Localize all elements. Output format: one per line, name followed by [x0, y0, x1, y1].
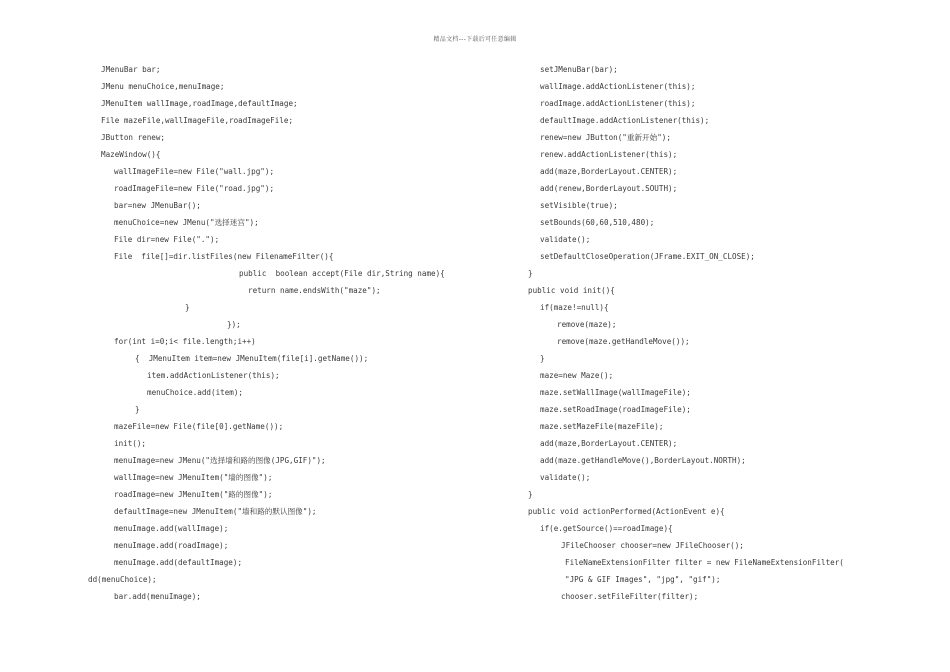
code-line: renew=new JButton("重新开始"); [540, 133, 671, 142]
code-line: } [135, 405, 140, 414]
code-line: JButton renew; [101, 133, 166, 142]
code-line: bar.add(menuImage); [114, 592, 201, 601]
code-line: init(); [114, 439, 147, 448]
code-line: maze.setMazeFile(mazeFile); [540, 422, 664, 431]
code-line: public boolean accept(File dir,String name){ [239, 269, 445, 278]
code-line: add(renew,BorderLayout.SOUTH); [540, 184, 678, 193]
code-line: menuChoice.add(item); [147, 388, 244, 397]
code-line: menuImage.add(roadImage); [114, 541, 229, 550]
code-line: chooser.setFileFilter(filter); [561, 592, 699, 601]
code-line: JFileChooser chooser=new JFileChooser(); [561, 541, 744, 550]
code-line: public void init(){ [528, 286, 615, 295]
code-line: setVisible(true); [540, 201, 618, 210]
code-line: for(int i=0;i< file.length;i++) [114, 337, 256, 346]
code-line: maze.setWallImage(wallImageFile); [540, 388, 691, 397]
code-line: JMenuItem wallImage,roadImage,defaultImage; [101, 99, 298, 108]
code-line: maze=new Maze(); [540, 371, 614, 380]
code-line: if(maze!=null){ [540, 303, 609, 312]
code-line: File dir=new File("."); [114, 235, 220, 244]
code-line: setBounds(60,60,510,480); [540, 218, 655, 227]
code-line: roadImage.addActionListener(this); [540, 99, 696, 108]
code-line: return name.endsWith("maze"); [248, 286, 381, 295]
code-line: setJMenuBar(bar); [540, 65, 618, 74]
code-line: defaultImage=new JMenuItem("墙和路的默认图像"); [114, 507, 317, 516]
code-line: menuImage.add(defaultImage); [114, 558, 243, 567]
code-line: validate(); [540, 473, 591, 482]
code-line: mazeFile=new File(file[0].getName()); [114, 422, 284, 431]
code-line: File mazeFile,wallImageFile,roadImageFile; [101, 116, 294, 125]
code-line: item.addActionListener(this); [147, 371, 280, 380]
code-line: dd(menuChoice); [88, 575, 157, 584]
code-line: add(maze.getHandleMove(),BorderLayout.NORTH); [540, 456, 746, 465]
code-line: validate(); [540, 235, 591, 244]
code-line: defaultImage.addActionListener(this); [540, 116, 710, 125]
code-line: public void actionPerformed(ActionEvent e){ [528, 507, 725, 516]
code-line: wallImage=new JMenuItem("墙的图像"); [114, 473, 273, 482]
code-line: menuImage=new JMenu("选择墙和路的图像(JPG,GIF)"); [114, 456, 326, 465]
code-line: if(e.getSource()==roadImage){ [540, 524, 673, 533]
code-line: } [528, 490, 533, 499]
code-line: wallImage.addActionListener(this); [540, 82, 696, 91]
code-line: }); [227, 320, 241, 329]
code-line: File file[]=dir.listFiles(new FilenameFilter(){ [114, 252, 334, 261]
code-line: maze.setRoadImage(roadImageFile); [540, 405, 691, 414]
code-line: add(maze,BorderLayout.CENTER); [540, 439, 678, 448]
page-header: 精品文档---下载后可任意编辑 [433, 36, 517, 43]
code-line: bar=new JMenuBar(); [114, 201, 201, 210]
code-line: { JMenuItem item=new JMenuItem(file[i].getName()); [135, 354, 369, 363]
code-line: } [528, 269, 533, 278]
code-line: menuImage.add(wallImage); [114, 524, 229, 533]
code-line: remove(maze); [557, 320, 617, 329]
code-line: MazeWindow(){ [101, 150, 161, 159]
code-line: } [185, 303, 190, 312]
code-line: add(maze,BorderLayout.CENTER); [540, 167, 678, 176]
code-line: JMenuBar bar; [101, 65, 161, 74]
code-line: setDefaultCloseOperation(JFrame.EXIT_ON_CLOSE); [540, 252, 755, 261]
code-line: remove(maze.getHandleMove()); [557, 337, 690, 346]
code-line: renew.addActionListener(this); [540, 150, 678, 159]
code-line: roadImageFile=new File("road.jpg"); [114, 184, 275, 193]
code-line: JMenu menuChoice,menuImage; [101, 82, 225, 91]
code-line: menuChoice=new JMenu("选择迷宫"); [114, 218, 259, 227]
code-line: FileNameExtensionFilter filter = new FileNameExtensionFilter( [565, 558, 844, 567]
code-line: } [540, 354, 545, 363]
code-line: wallImageFile=new File("wall.jpg"); [114, 167, 275, 176]
code-line: roadImage=new JMenuItem("路的图像"); [114, 490, 273, 499]
code-line: "JPG & GIF Images", "jpg", "gif"); [565, 575, 721, 584]
